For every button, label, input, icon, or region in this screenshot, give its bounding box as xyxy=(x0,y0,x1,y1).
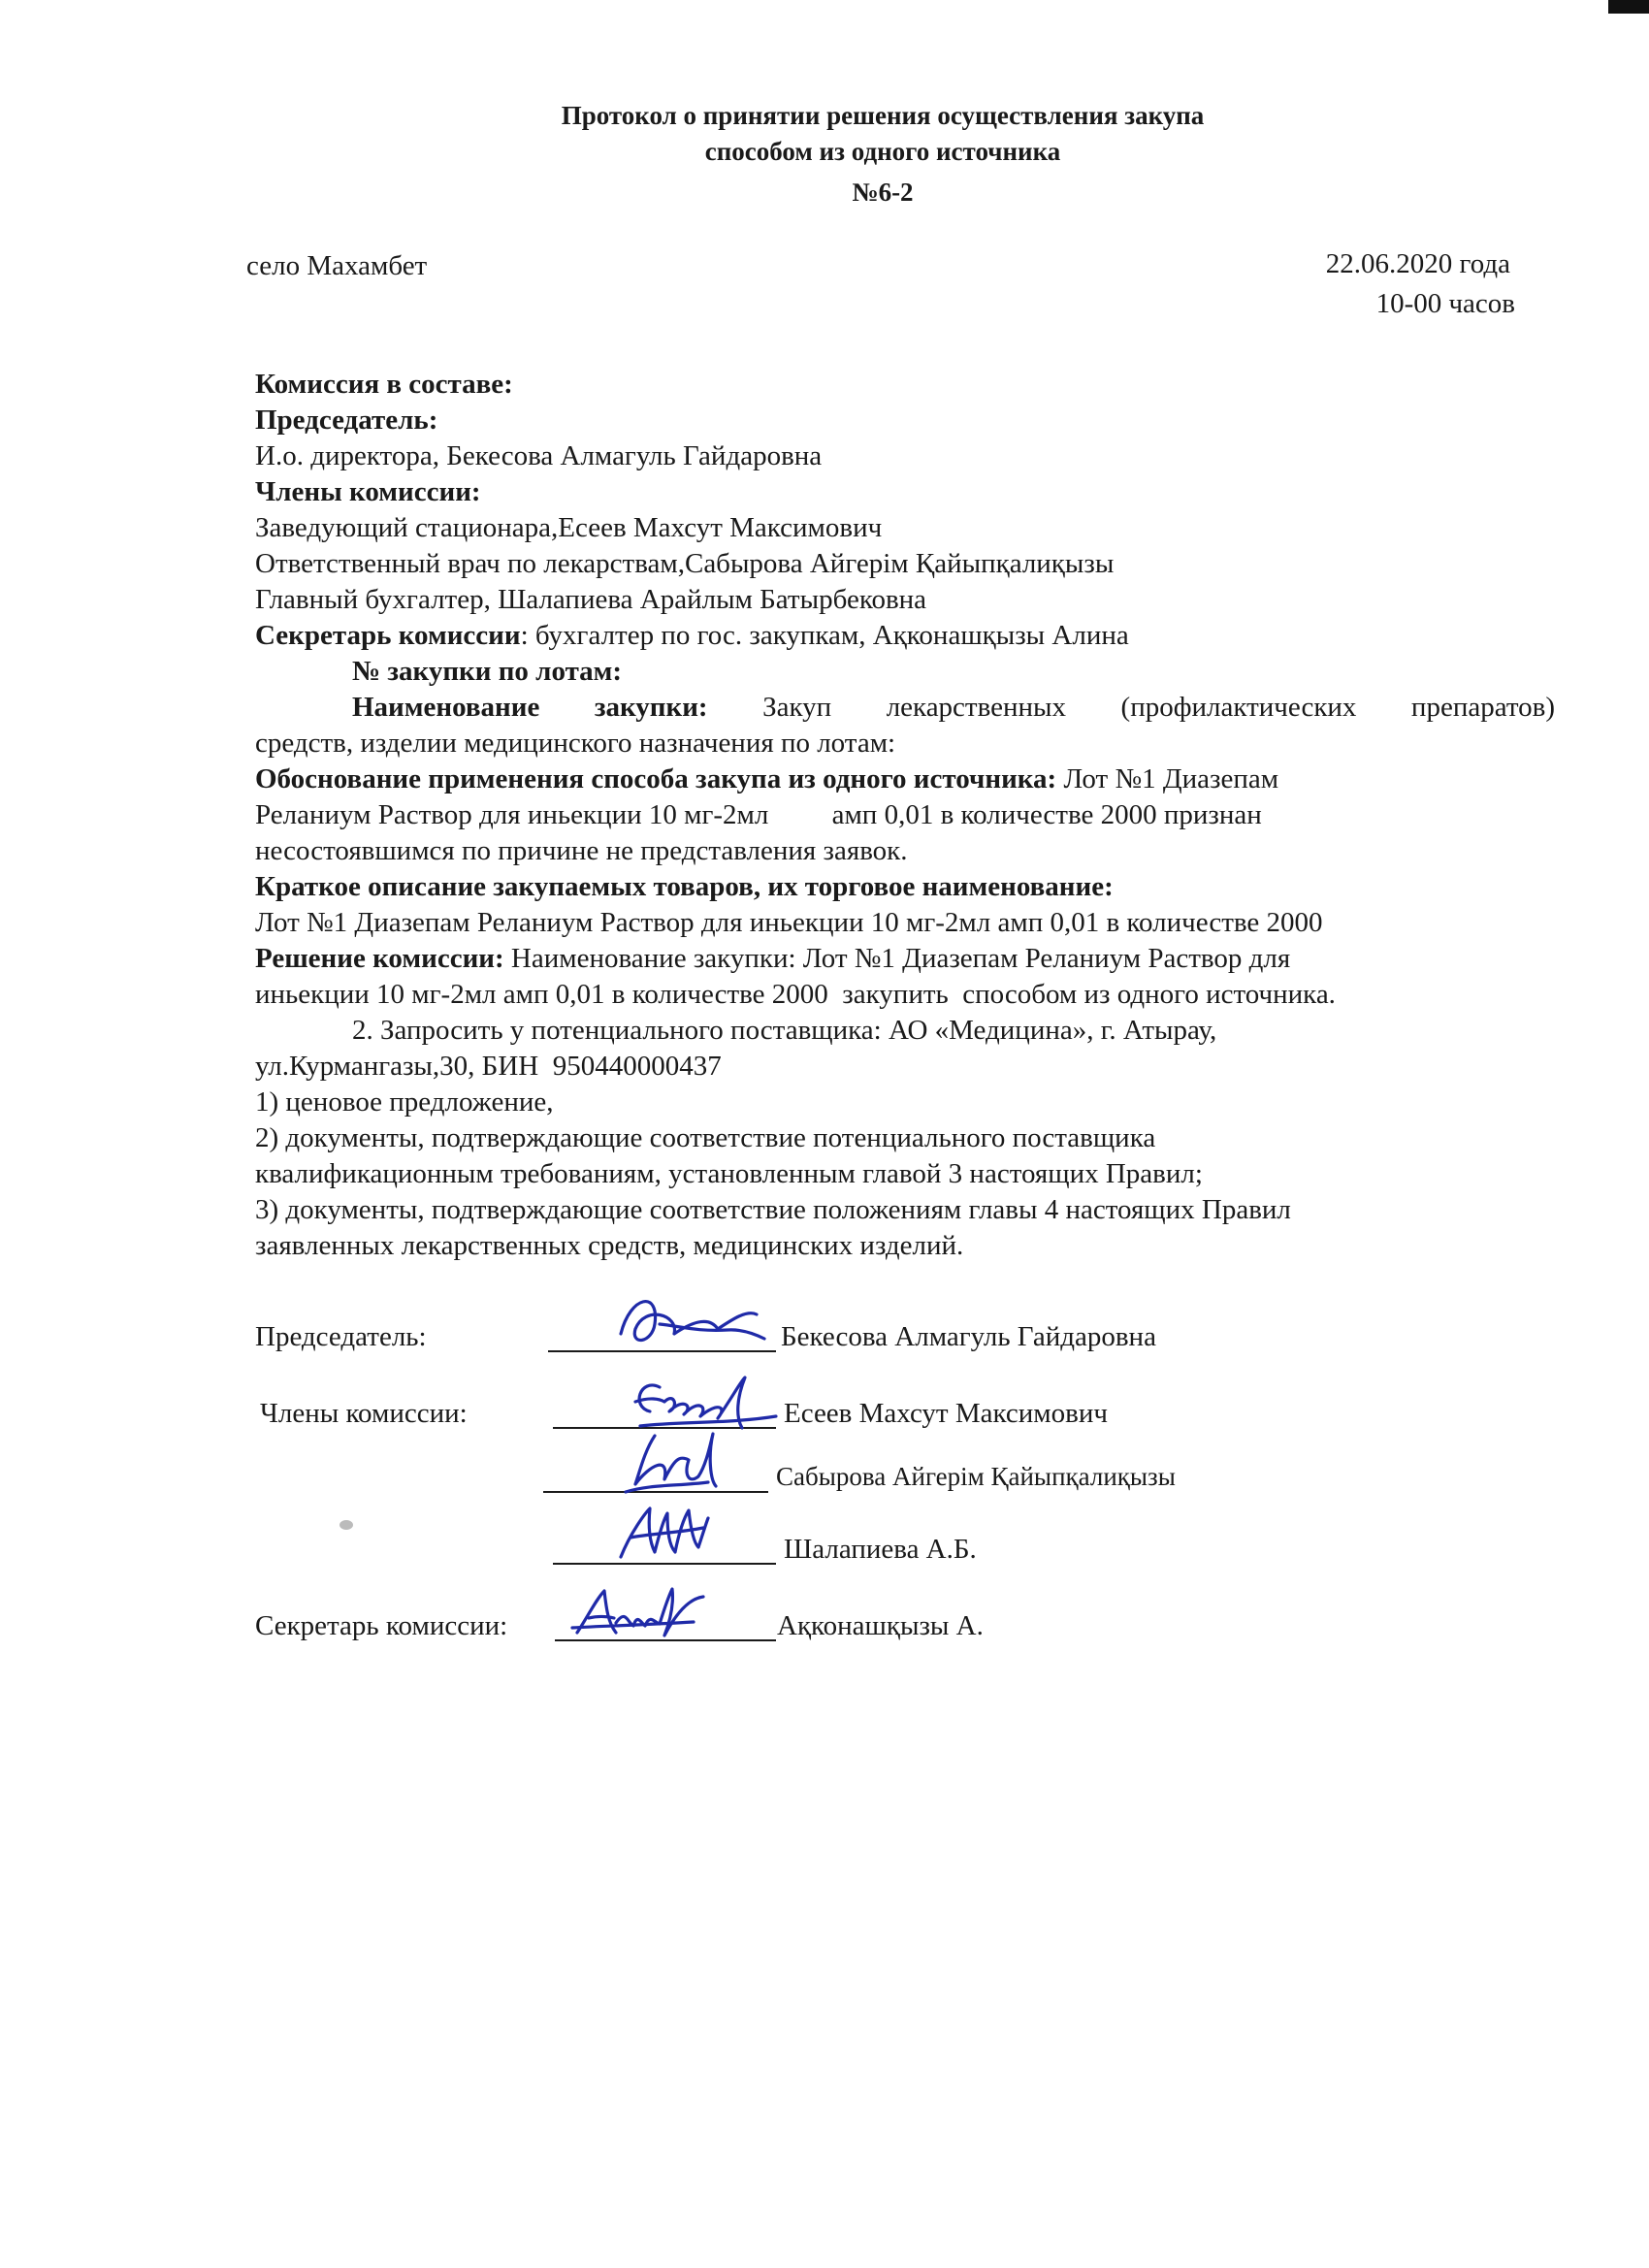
decision-line-1 xyxy=(255,941,1555,977)
decision-text-1: Наименование закупки: Лот №1 Диазепам Реланиум Раствор для xyxy=(503,943,1291,974)
members-label: Члены комиссии: xyxy=(255,476,481,507)
list-item-2: 2) документы, подтверждающие соответствие потенциального поставщика xyxy=(255,1122,1156,1153)
list-item-1: 1) ценовое предложение, xyxy=(255,1086,554,1118)
request-line-2: ул.Курмангазы,30, БИН 950440000437 xyxy=(255,1051,722,1082)
list-item-4: 3) документы, подтверждающие соответствие положениям главы 4 настоящих Правил xyxy=(255,1194,1291,1225)
chair-label: Председатель: xyxy=(255,405,438,436)
place: село Махамбет xyxy=(246,250,428,281)
commission-heading: Комиссия в составе: xyxy=(255,369,513,400)
procurement-name-line-2: средств, изделии медицинского назначения по лотам: xyxy=(255,728,896,759)
member-1: Заведующий стационара,Есеев Махсут Максимович xyxy=(255,512,883,543)
sig-secretary-name: Ақконашқызы А. xyxy=(777,1610,984,1641)
secretary-label: Секретарь комиссии xyxy=(255,620,521,651)
member-3: Главный бухгалтер, Шалапиева Арайлым Батырбековна xyxy=(255,584,927,615)
scan-smudge xyxy=(340,1520,353,1530)
lots-label: № закупки по лотам: xyxy=(352,656,623,687)
secretary: : бухгалтер по гос. закупкам, Ақконашқызы Алина xyxy=(520,620,1129,651)
description-label: Краткое описание закупаемых товаров, их торговое наименование: xyxy=(255,871,1114,902)
chair: И.о. директора, Бекесова Алмагуль Гайдаровна xyxy=(255,440,823,471)
sig-member2-name: Сабырова Айгерім Қайыпқалиқызы xyxy=(776,1462,1176,1491)
justification-text-1: Лот №1 Диазепам xyxy=(1056,763,1279,794)
sig-members-label: Члены комиссии: xyxy=(260,1398,468,1429)
scan-edge-mark xyxy=(1608,0,1649,14)
sig-member3-name: Шалапиева А.Б. xyxy=(784,1534,977,1565)
description-line-1: Лот №1 Диазепам Реланиум Раствор для иньекции 10 мг-2мл амп 0,01 в количестве 2000 xyxy=(255,907,1323,938)
date: 22.06.2020 года xyxy=(1325,248,1510,279)
title-line-1: Протокол о принятии решения осуществления закупа xyxy=(561,101,1205,130)
decision-line-2: иньекции 10 мг-2мл амп 0,01 в количестве 2000 закупить способом из одного источника. xyxy=(255,979,1336,1010)
protocol-body xyxy=(255,367,1555,1264)
time: 10-00 часов xyxy=(1375,288,1515,319)
justification-label: Обоснование применения способа закупа из одного источника: xyxy=(255,763,1057,794)
request-line-1: 2. Запросить у потенциального поставщика: АО «Медицина», г. Атырау, xyxy=(352,1015,1217,1046)
title-line-2: способом из одного источника xyxy=(704,137,1061,166)
procurement-name-text-1: Закуп лекарственных (профилактических препаратов) xyxy=(707,692,1555,723)
sig-chair-name: Бекесова Алмагуль Гайдаровна xyxy=(781,1321,1156,1352)
member-2: Ответственный врач по лекарствам,Сабырова Айгерім Қайыпқалиқызы xyxy=(255,548,1115,579)
secretary-line xyxy=(255,618,1555,654)
justification-line-1 xyxy=(255,761,1555,797)
procurement-name-line-1 xyxy=(255,690,1555,726)
protocol-number: №6-2 xyxy=(852,178,914,207)
justification-line-3: несостоявшимся по причине не представления заявок. xyxy=(255,835,908,866)
sig-secretary-label: Секретарь комиссии: xyxy=(255,1610,508,1641)
procurement-name-label: Наименование закупки: xyxy=(352,692,708,723)
sig-member1-name: Есеев Махсут Максимович xyxy=(784,1398,1108,1429)
list-item-5: заявленных лекарственных средств, медицинских изделий. xyxy=(255,1230,964,1261)
justification-line-2: Реланиум Раствор для иньекции 10 мг-2мл амп 0,01 в количестве 2000 признан xyxy=(255,799,1262,830)
list-item-3: квалификационным требованиям, установленным главой 3 настоящих Правил; xyxy=(255,1158,1203,1189)
sig-chair-label: Председатель: xyxy=(255,1321,427,1352)
decision-label: Решение комиссии: xyxy=(255,943,504,974)
